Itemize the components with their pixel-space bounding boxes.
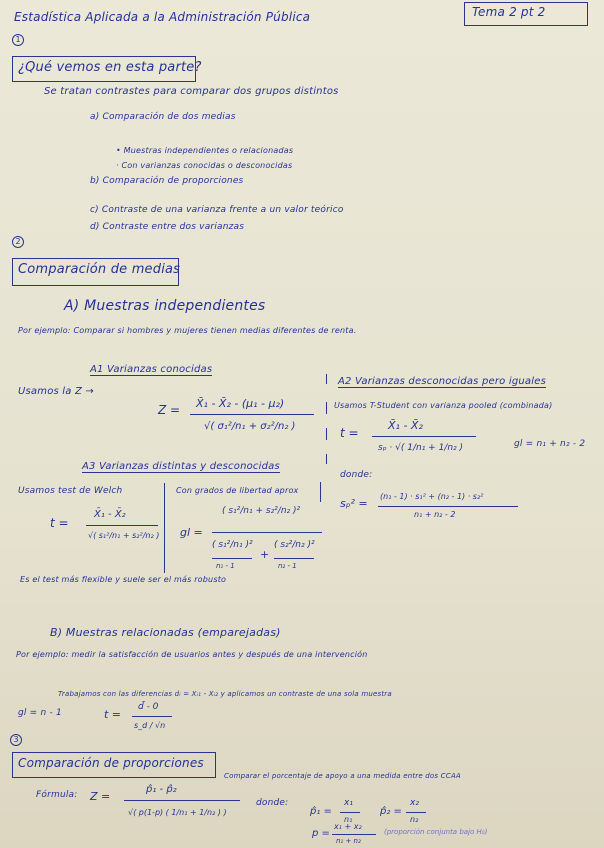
item-b: b) Comparación de proporciones: [90, 176, 244, 186]
p1-numerator: x₁: [344, 798, 353, 808]
a2-numerator: X̄₁ - X̄₂: [388, 419, 423, 432]
a2-sp-denominator: n₁ + n₂ - 2: [414, 510, 456, 519]
section3-heading: Comparación de proporciones: [18, 756, 204, 770]
p-fraction-bar: [332, 834, 376, 835]
b-gl: gl = n - 1: [18, 708, 62, 718]
a2-denominator: sₚ · √( 1/n₁ + 1/n₂ ): [378, 443, 464, 453]
b-t-label: t =: [104, 708, 122, 721]
item-a: a) Comparación de dos medias: [90, 112, 236, 122]
divider-mark: [326, 428, 327, 440]
tema-label: Tema 2 pt 2: [472, 5, 546, 19]
b-denominator: s_d / √n: [134, 721, 166, 730]
sub-a-heading: A) Muestras independientes: [64, 298, 266, 314]
section1-intro: Se tratan contrastes para comparar dos grupos distintos: [44, 86, 339, 97]
a2-gl: gl = n₁ + n₂ - 2: [514, 439, 586, 449]
section3-text: Comparar el porcentaje de apoyo a una medida entre dos CCAA: [224, 772, 461, 780]
a1-z-label: Z =: [158, 403, 181, 417]
section3-donde: donde:: [256, 798, 289, 808]
a3-denominator: √( s₁²/n₁ + s₂²/n₂ ): [88, 531, 160, 540]
a1-fraction-bar: [190, 414, 314, 415]
b-fraction-bar: [132, 716, 172, 717]
p2-numerator: x₂: [410, 798, 419, 808]
p-note: (proporción conjunta bajo H₀): [384, 828, 488, 836]
a3-title: A3 Varianzas distintas y desconocidas: [82, 461, 280, 472]
p1-label: p̂₁ =: [310, 806, 332, 817]
item-a-bullet-1: • Muestras independientes o relacionadas: [116, 146, 294, 155]
sub-b-heading: B) Muestras relacionadas (emparejadas): [50, 626, 281, 639]
a3-right-mark: [320, 482, 321, 502]
a2-title: A2 Varianzas desconocidas pero iguales: [338, 376, 546, 387]
a3-note: Es el test más flexible y suele ser el más robusto: [20, 575, 227, 584]
section-marker-2: 2: [12, 236, 24, 248]
section2-heading: Comparación de medias: [18, 262, 181, 277]
a3-gl-den-2-bar: [274, 558, 314, 559]
a1-numerator: X̄₁ - X̄₂ - (μ₁ - μ₂): [196, 397, 285, 410]
a3-gl-label: gl =: [180, 526, 203, 539]
a1-denominator: √( σ₁²/n₁ + σ₂²/n₂ ): [204, 421, 296, 432]
a3-numerator: X̄₁ - X̄₂: [94, 509, 126, 520]
section1-heading: ¿Qué vemos en esta parte?: [18, 60, 202, 75]
a2-sp-numerator: (n₁ - 1) · s₁² + (n₂ - 1) · s₂²: [380, 492, 484, 501]
divider-mark: [326, 454, 327, 464]
p2-denominator: n₂: [410, 815, 419, 824]
b-text: Trabajamos con las diferencias dᵢ = Xᵢ₁ - Xᵢ₂ y aplicamos un contraste de una sola muestra: [58, 690, 392, 698]
a1-text: Usamos la Z →: [18, 386, 94, 397]
a1-title: A1 Varianzas conocidas: [90, 364, 213, 375]
a2-sp-fraction-bar: [378, 506, 518, 507]
section-marker-3: 3: [10, 734, 22, 746]
section-marker-1: 1: [12, 34, 24, 46]
a3-text: Usamos test de Welch: [18, 486, 123, 496]
a2-text: Usamos T-Student con varianza pooled (combinada): [334, 401, 553, 410]
a3-gl-den-2: ( s₂²/n₂ )²: [274, 540, 315, 550]
example-b: Por ejemplo: medir la satisfacción de usuarios antes y después de una intervención: [16, 650, 368, 659]
a3-gl-numerator: ( s₁²/n₁ + s₂²/n₂ )²: [222, 506, 301, 516]
a3-gl-fraction-bar: [212, 532, 322, 533]
a2-donde: donde:: [340, 470, 373, 480]
p1-denominator: n₁: [344, 815, 353, 824]
p2-fraction-bar: [406, 812, 426, 813]
a3-gl-den-2-bottom: n₂ - 1: [278, 562, 297, 570]
a3-gl-den-1-bottom: n₁ - 1: [216, 562, 235, 570]
section3-numerator: p̂₁ - p̂₂: [146, 784, 177, 795]
a3-left-box: [14, 483, 165, 573]
item-c: c) Contraste de una varianza frente a un valor teórico: [90, 205, 344, 215]
a3-gl-den-1: ( s₁²/n₁ )²: [212, 540, 253, 550]
a3-gl-plus: +: [260, 548, 270, 561]
item-d: d) Contraste entre dos varianzas: [90, 222, 245, 232]
a2-fraction-bar: [372, 436, 476, 437]
a3-t-label: t =: [50, 516, 69, 530]
a3-fraction-bar: [86, 525, 158, 526]
example-a: Por ejemplo: Comparar si hombres y mujeres tienen medias diferentes de renta.: [18, 326, 357, 335]
a3-gl-den-1-bar: [212, 558, 252, 559]
p2-label: p̂₂ =: [380, 806, 402, 817]
formula-label: Fórmula:: [36, 790, 78, 800]
p-denominator: n₁ + n₂: [336, 837, 361, 845]
section3-z-label: Z =: [90, 790, 111, 803]
p-label: p =: [312, 828, 330, 839]
p-numerator: x₁ + x₂: [334, 822, 362, 831]
divider-mark: [326, 374, 327, 384]
p1-fraction-bar: [340, 812, 360, 813]
section3-fraction-bar: [124, 800, 240, 801]
a3-gl-text: Con grados de libertad aprox: [176, 486, 299, 495]
a2-sp-label: sₚ² =: [340, 497, 368, 510]
page-title: Estadística Aplicada a la Administración Pública: [14, 10, 311, 24]
item-a-bullet-2: · Con varianzas conocidas o desconocidas: [116, 161, 293, 170]
section3-denominator: √( p(1-p) ( 1/n₁ + 1/n₂ ) ): [128, 808, 227, 817]
divider-mark: [326, 402, 327, 414]
a2-t-label: t =: [340, 426, 359, 440]
b-numerator: d̄ - 0: [138, 702, 159, 712]
